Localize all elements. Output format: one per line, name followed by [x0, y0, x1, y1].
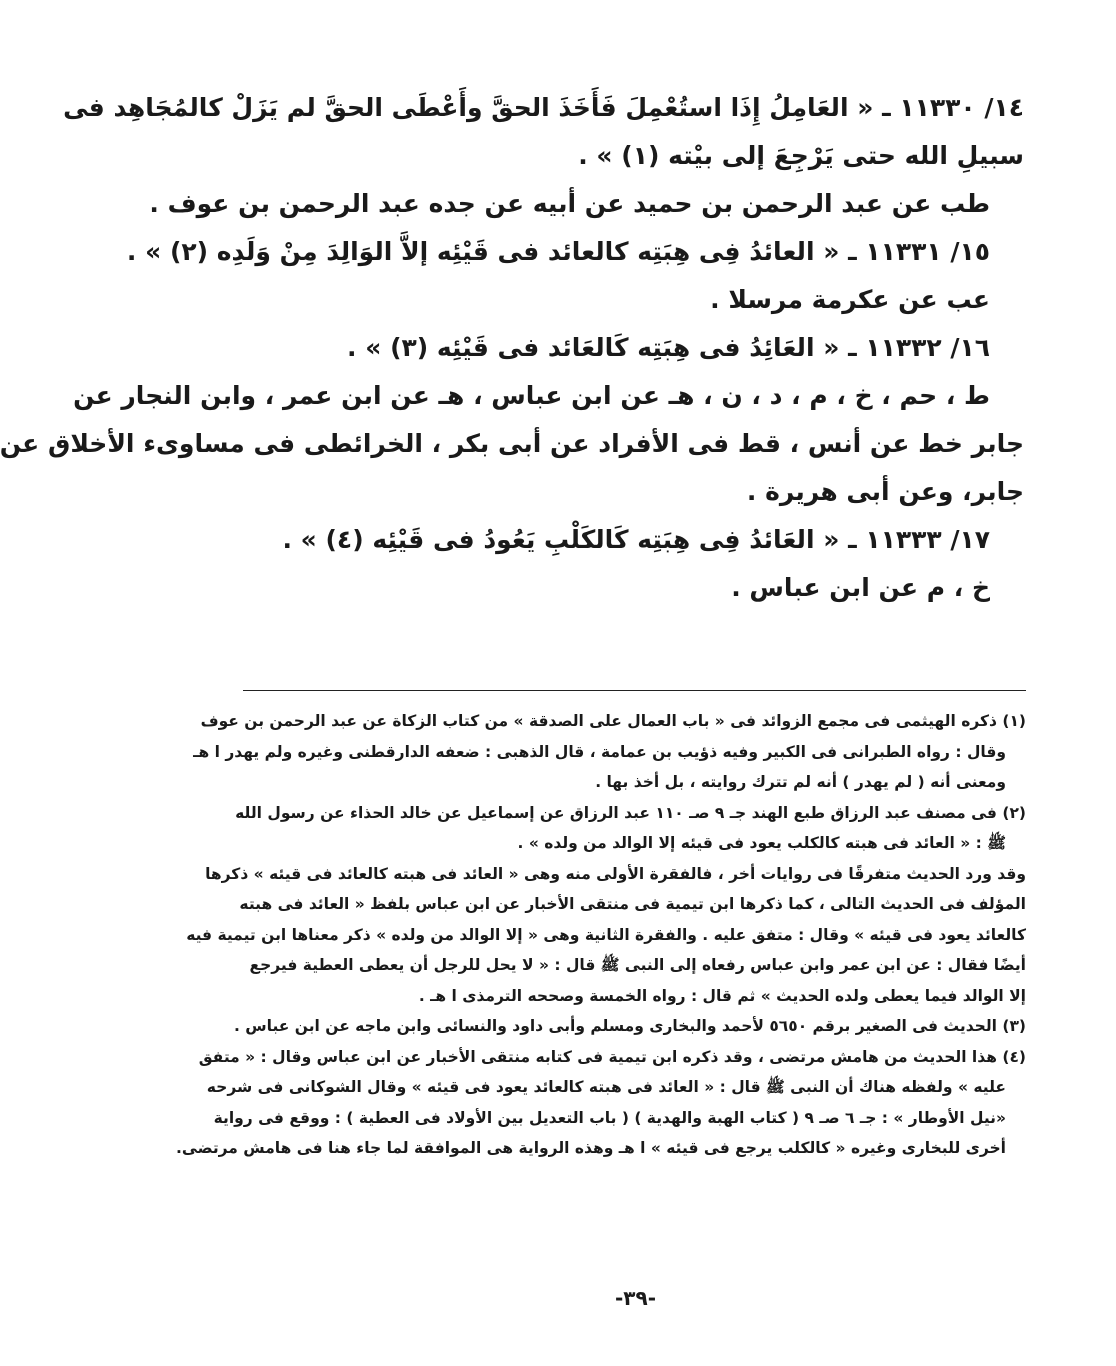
main-line-4: ١٥/ ١١٣٣١ ـ « العائدُ فِى هِبَتِه كالعائد فى قَيْئِه إلاَّ الوَالِدَ مِنْ وَلَدِه (٢) » .	[126, 237, 990, 266]
footnote-line-2: وقال : رواه الطبرانى فى الكبير وفيه ذؤيب بن عمامة ، قال الذهبى : ضعفه الدارقطنى وغيره ولم يهدر ا هـ	[193, 742, 1006, 761]
main-line-7: ط ، حم ، خ ، م ، د ، ن ، هـ عن ابن عباس ، هـ عن ابن عمر ، وابن النجار عن	[73, 381, 990, 410]
page-number: -٣٩-	[614, 1286, 657, 1310]
footnote-line-4: (٢) فى مصنف عبد الرزاق طبع الهند جـ ٩ صـ ١١٠ عبد الرزاق عن إسماعيل عن خالد الحذاء عن رسول الله	[235, 803, 1026, 822]
main-line-1: ١٤/ ١١٣٣٠ ـ « العَامِلُ إِذَا استُعْمِلَ فَأَخَذَ الحقَّ وأَعْطَى الحقَّ لم يَزَلْ كالمُجَاهِد فى	[63, 93, 1024, 122]
footnote-line-7: المؤلف فى الحديث التالى ، كما ذكرها ابن تيمية فى منتقى الأخبار عن ابن عباس بلفظ « العائد فى هبته	[239, 895, 1026, 913]
footnote-line-10: إلا الوالد فيما يعطى ولده الحديث » ثم قال : رواه الخمسة وصححه الترمذى ا هـ .	[418, 986, 1026, 1005]
footnote-divider	[243, 690, 1026, 691]
footnote-line-6: وقد ورد الحديث متفرقًا فى روايات أخر ، فالفقرة الأولى منه وهى « العائد فى هبته كالعائد فى قيئه » ذكرها	[205, 864, 1026, 883]
footnote-line-3: ومعنى أنه ( لم يهدر ) أنه لم تترك روايته ، بل أخذ بها .	[595, 773, 1006, 791]
footnote-line-8: كالعائد يعود فى قيئه » وقال : متفق عليه . والفقرة الثانية وهى « إلا الوالد من ولده » ذكر معناها ابن تيمية فيه	[186, 925, 1026, 944]
main-line-9: جابر، وعن أبى هريرة .	[746, 477, 1024, 506]
main-line-5: عب عن عكرمة مرسلا .	[710, 285, 990, 314]
footnote-line-12: (٤) هذا الحديث من هامش مرتضى ، وقد ذكره ابن تيمية فى كتابه منتقى الأخبار عن ابن عباس وقال : « متفق	[198, 1047, 1026, 1066]
footnote-line-11: (٣) الحديث فى الصغير برقم ٥٦٥٠ لأحمد والبخارى ومسلم وأبى داود والنسائى وابن ماجه عن ابن عباس .	[233, 1017, 1026, 1035]
main-line-2: سبيلِ الله حتى يَرْجِعَ إلى بيْته (١) » .	[578, 141, 1024, 170]
main-line-10: ١٧/ ١١٣٣٣ ـ « العَائدُ فِى هِبَتِه كَالكَلْبِ يَعُودُ فى قَيْئِه (٤) » .	[282, 525, 990, 554]
footnote-line-1: (١) ذكره الهيثمى فى مجمع الزوائد فى « باب العمال على الصدقة » من كتاب الزكاة عن عبد الرحمن بن عوف	[200, 712, 1026, 730]
footnote-line-15: أخرى للبخارى وغيره « كالكلب يرجع فى قيئه » ا هـ وهذه الرواية هى الموافقة لما جاء هنا فى هامش مرتضى.	[176, 1139, 1006, 1157]
footnote-line-14: «نيل الأوطار » : جـ ٦ صـ ٩ ( كتاب الهبة والهدية ) ( باب التعديل بين الأولاد فى العطية ) : ووقع فى رواية	[213, 1108, 1006, 1127]
footnote-line-9: أيضًا فقال : عن ابن عمر وابن عباس رفعاه إلى النبى ﷺ قال : « لا يحل للرجل أن يعطى العطية فيرجع	[249, 956, 1026, 974]
main-line-8: جابر خط عن أنس ، قط فى الأفراد عن أبى بكر ، الخرائطى فى مساوىء الأخلاق عن	[0, 429, 1024, 458]
footnote-line-13: عليه » ولفظه هناك أن النبى ﷺ قال : « العائد فى هبته كالعائد يعود فى قيئه » وقال الشوكانى فى شرحه	[206, 1078, 1006, 1096]
main-line-11: خ ، م عن ابن عباس .	[731, 573, 990, 602]
main-line-3: طب عن عبد الرحمن بن حميد عن أبيه عن جده عبد الرحمن بن عوف .	[149, 189, 990, 218]
footnote-line-5: ﷺ : « العائد فى هبته كالكلب يعود فى قيئه إلا الوالد من ولده » .	[517, 834, 1006, 852]
main-line-6: ١٦/ ١١٣٣٢ ـ « العَائِدُ فى هِبَتِه كَالعَائد فى قَيْئِه (٣) » .	[347, 333, 990, 362]
footnotes-block	[176, 706, 1026, 1164]
hadith-text-block	[0, 84, 1024, 612]
